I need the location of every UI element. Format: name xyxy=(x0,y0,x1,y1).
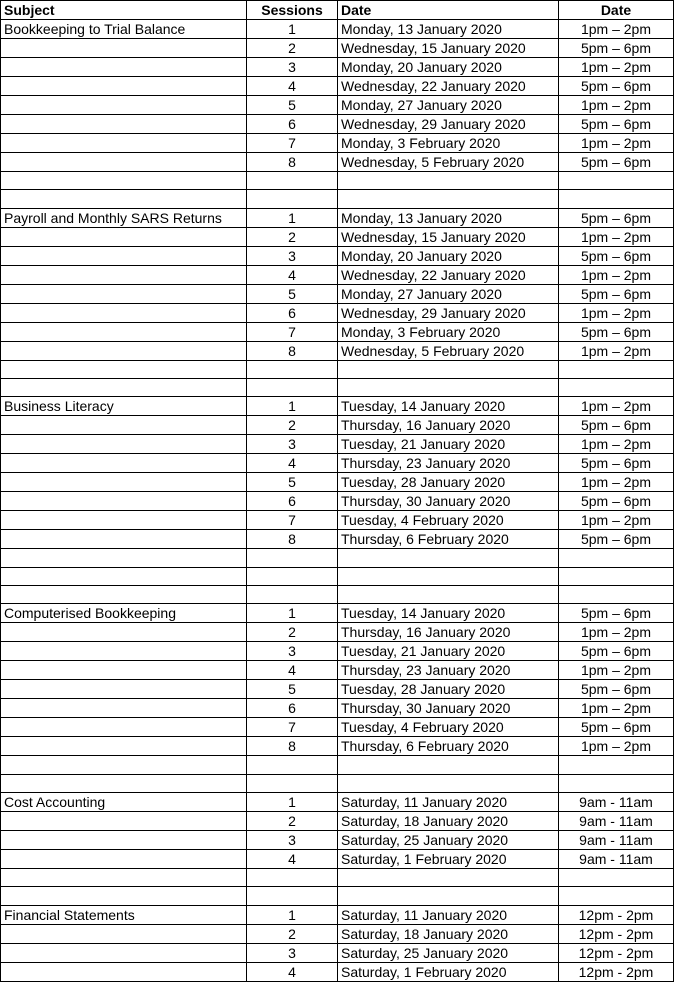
time-cell: 1pm – 2pm xyxy=(559,737,674,756)
date-cell: Tuesday, 28 January 2020 xyxy=(338,680,559,699)
session-cell: 2 xyxy=(247,924,338,943)
subject-cell xyxy=(1,473,247,492)
subject-cell: Business Literacy xyxy=(1,397,247,416)
time-cell xyxy=(559,586,674,604)
session-cell xyxy=(247,360,338,378)
subject-cell xyxy=(1,850,247,869)
table-row xyxy=(1,774,674,792)
table-row xyxy=(1,303,674,322)
date-cell: Saturday, 1 February 2020 xyxy=(338,850,559,869)
subject-cell xyxy=(1,265,247,284)
table-row xyxy=(1,680,674,699)
subject-cell xyxy=(1,812,247,831)
time-cell: 5pm – 6pm xyxy=(559,530,674,549)
subject-cell xyxy=(1,454,247,473)
table-row xyxy=(1,77,674,96)
table-row xyxy=(1,623,674,642)
date-cell: Tuesday, 14 January 2020 xyxy=(338,397,559,416)
table-row xyxy=(1,567,674,585)
subject-cell xyxy=(1,190,247,208)
subject-cell xyxy=(1,869,247,887)
session-cell xyxy=(247,172,338,190)
time-cell: 1pm – 2pm xyxy=(559,227,674,246)
time-cell: 1pm – 2pm xyxy=(559,435,674,454)
table-row xyxy=(1,284,674,303)
header-row xyxy=(1,1,674,20)
date-cell: Saturday, 25 January 2020 xyxy=(338,831,559,850)
subject-cell xyxy=(1,530,247,549)
subject-cell xyxy=(1,284,247,303)
session-cell: 2 xyxy=(247,39,338,58)
date-cell xyxy=(338,567,559,585)
date-cell: Monday, 3 February 2020 xyxy=(338,322,559,341)
table-row xyxy=(1,530,674,549)
time-cell: 5pm – 6pm xyxy=(559,416,674,435)
subject-cell xyxy=(1,623,247,642)
table-row xyxy=(1,153,674,172)
table-row xyxy=(1,379,674,397)
date-cell xyxy=(338,869,559,887)
session-cell: 5 xyxy=(247,96,338,115)
table-row xyxy=(1,134,674,153)
time-cell xyxy=(559,172,674,190)
time-cell: 5pm – 6pm xyxy=(559,604,674,623)
session-cell xyxy=(247,567,338,585)
subject-cell: Cost Accounting xyxy=(1,793,247,812)
session-cell: 2 xyxy=(247,227,338,246)
table-row xyxy=(1,172,674,190)
subject-cell xyxy=(1,567,247,585)
session-cell: 4 xyxy=(247,850,338,869)
time-cell: 5pm – 6pm xyxy=(559,454,674,473)
date-cell xyxy=(338,190,559,208)
session-cell: 1 xyxy=(247,793,338,812)
session-cell: 3 xyxy=(247,831,338,850)
date-cell: Monday, 20 January 2020 xyxy=(338,246,559,265)
subject-cell xyxy=(1,962,247,981)
time-cell: 5pm – 6pm xyxy=(559,322,674,341)
subject-cell xyxy=(1,96,247,115)
date-cell: Tuesday, 14 January 2020 xyxy=(338,604,559,623)
subject-cell xyxy=(1,360,247,378)
date-cell: Tuesday, 28 January 2020 xyxy=(338,473,559,492)
session-cell: 6 xyxy=(247,699,338,718)
time-cell: 9am - 11am xyxy=(559,793,674,812)
time-cell xyxy=(559,869,674,887)
table-row xyxy=(1,549,674,567)
time-cell: 1pm – 2pm xyxy=(559,623,674,642)
time-cell xyxy=(559,567,674,585)
header-time: Date xyxy=(559,1,674,20)
table-row xyxy=(1,642,674,661)
table-row xyxy=(1,511,674,530)
time-cell xyxy=(559,190,674,208)
session-cell: 1 xyxy=(247,397,338,416)
table-row xyxy=(1,265,674,284)
subject-cell xyxy=(1,227,247,246)
date-cell: Wednesday, 15 January 2020 xyxy=(338,227,559,246)
session-cell xyxy=(247,586,338,604)
session-cell: 2 xyxy=(247,623,338,642)
session-cell: 4 xyxy=(247,454,338,473)
time-cell: 5pm – 6pm xyxy=(559,115,674,134)
session-cell: 3 xyxy=(247,943,338,962)
date-cell: Wednesday, 29 January 2020 xyxy=(338,115,559,134)
date-cell: Saturday, 1 February 2020 xyxy=(338,962,559,981)
subject-cell xyxy=(1,416,247,435)
date-cell: Monday, 20 January 2020 xyxy=(338,58,559,77)
header-date: Date xyxy=(338,1,559,20)
time-cell: 5pm – 6pm xyxy=(559,77,674,96)
subject-cell xyxy=(1,172,247,190)
time-cell xyxy=(559,379,674,397)
table-row xyxy=(1,831,674,850)
table-row xyxy=(1,341,674,360)
table-row xyxy=(1,905,674,924)
header-subject: Subject xyxy=(1,1,247,20)
table-row xyxy=(1,492,674,511)
session-cell: 5 xyxy=(247,680,338,699)
subject-cell xyxy=(1,511,247,530)
time-cell: 5pm – 6pm xyxy=(559,284,674,303)
time-cell: 5pm – 6pm xyxy=(559,680,674,699)
session-cell: 7 xyxy=(247,322,338,341)
date-cell: Monday, 3 February 2020 xyxy=(338,134,559,153)
date-cell: Thursday, 30 January 2020 xyxy=(338,492,559,511)
subject-cell: Financial Statements xyxy=(1,905,247,924)
date-cell: Wednesday, 5 February 2020 xyxy=(338,153,559,172)
table-row xyxy=(1,416,674,435)
subject-cell xyxy=(1,134,247,153)
subject-cell xyxy=(1,39,247,58)
time-cell: 9am - 11am xyxy=(559,831,674,850)
subject-cell xyxy=(1,661,247,680)
session-cell: 4 xyxy=(247,265,338,284)
session-cell: 3 xyxy=(247,642,338,661)
session-cell: 4 xyxy=(247,661,338,680)
subject-cell xyxy=(1,322,247,341)
date-cell: Saturday, 11 January 2020 xyxy=(338,793,559,812)
subject-cell xyxy=(1,341,247,360)
time-cell: 5pm – 6pm xyxy=(559,718,674,737)
table-row xyxy=(1,360,674,378)
time-cell xyxy=(559,360,674,378)
date-cell: Wednesday, 15 January 2020 xyxy=(338,39,559,58)
date-cell xyxy=(338,887,559,905)
subject-cell xyxy=(1,699,247,718)
subject-cell: Computerised Bookkeeping xyxy=(1,604,247,623)
date-cell: Thursday, 6 February 2020 xyxy=(338,530,559,549)
session-cell: 5 xyxy=(247,284,338,303)
session-cell: 2 xyxy=(247,416,338,435)
subject-cell xyxy=(1,492,247,511)
table-row xyxy=(1,454,674,473)
date-cell xyxy=(338,549,559,567)
session-cell: 6 xyxy=(247,303,338,322)
session-cell: 3 xyxy=(247,435,338,454)
session-cell xyxy=(247,887,338,905)
date-cell: Tuesday, 21 January 2020 xyxy=(338,642,559,661)
date-cell: Thursday, 30 January 2020 xyxy=(338,699,559,718)
table-row xyxy=(1,473,674,492)
time-cell: 1pm – 2pm xyxy=(559,473,674,492)
subject-cell xyxy=(1,924,247,943)
time-cell xyxy=(559,549,674,567)
date-cell: Saturday, 25 January 2020 xyxy=(338,943,559,962)
subject-cell xyxy=(1,58,247,77)
date-cell: Wednesday, 22 January 2020 xyxy=(338,77,559,96)
subject-cell: Payroll and Monthly SARS Returns xyxy=(1,208,247,227)
session-cell: 8 xyxy=(247,153,338,172)
session-cell: 6 xyxy=(247,115,338,134)
subject-cell xyxy=(1,737,247,756)
date-cell: Wednesday, 29 January 2020 xyxy=(338,303,559,322)
date-cell: Monday, 27 January 2020 xyxy=(338,284,559,303)
session-cell: 8 xyxy=(247,530,338,549)
session-cell: 1 xyxy=(247,208,338,227)
subject-cell: Bookkeeping to Trial Balance xyxy=(1,20,247,39)
time-cell xyxy=(559,756,674,774)
session-cell: 6 xyxy=(247,492,338,511)
session-cell: 3 xyxy=(247,58,338,77)
table-row xyxy=(1,812,674,831)
date-cell: Saturday, 18 January 2020 xyxy=(338,924,559,943)
session-cell: 7 xyxy=(247,511,338,530)
time-cell: 12pm - 2pm xyxy=(559,943,674,962)
session-cell: 3 xyxy=(247,246,338,265)
subject-cell xyxy=(1,435,247,454)
time-cell: 5pm – 6pm xyxy=(559,246,674,265)
time-cell: 9am - 11am xyxy=(559,812,674,831)
date-cell: Wednesday, 22 January 2020 xyxy=(338,265,559,284)
subject-cell xyxy=(1,77,247,96)
time-cell: 12pm - 2pm xyxy=(559,962,674,981)
time-cell: 5pm – 6pm xyxy=(559,492,674,511)
date-cell xyxy=(338,774,559,792)
date-cell: Wednesday, 5 February 2020 xyxy=(338,341,559,360)
table-row xyxy=(1,869,674,887)
session-cell xyxy=(247,756,338,774)
date-cell: Tuesday, 4 February 2020 xyxy=(338,511,559,530)
table-row xyxy=(1,246,674,265)
time-cell: 1pm – 2pm xyxy=(559,96,674,115)
date-cell: Thursday, 6 February 2020 xyxy=(338,737,559,756)
time-cell: 1pm – 2pm xyxy=(559,20,674,39)
subject-cell xyxy=(1,246,247,265)
subject-cell xyxy=(1,756,247,774)
time-cell: 1pm – 2pm xyxy=(559,661,674,680)
date-cell: Thursday, 23 January 2020 xyxy=(338,661,559,680)
table-row xyxy=(1,850,674,869)
date-cell xyxy=(338,360,559,378)
subject-cell xyxy=(1,680,247,699)
time-cell: 12pm - 2pm xyxy=(559,905,674,924)
date-cell: Thursday, 23 January 2020 xyxy=(338,454,559,473)
time-cell: 5pm – 6pm xyxy=(559,39,674,58)
date-cell: Saturday, 18 January 2020 xyxy=(338,812,559,831)
subject-cell xyxy=(1,153,247,172)
session-cell xyxy=(247,549,338,567)
session-cell: 2 xyxy=(247,812,338,831)
date-cell xyxy=(338,172,559,190)
date-cell xyxy=(338,756,559,774)
session-cell: 1 xyxy=(247,604,338,623)
table-row xyxy=(1,756,674,774)
time-cell xyxy=(559,774,674,792)
table-row xyxy=(1,58,674,77)
time-cell: 1pm – 2pm xyxy=(559,134,674,153)
session-cell: 4 xyxy=(247,962,338,981)
date-cell: Saturday, 11 January 2020 xyxy=(338,905,559,924)
header-sessions: Sessions xyxy=(247,1,338,20)
time-cell xyxy=(559,887,674,905)
session-cell xyxy=(247,774,338,792)
table-row xyxy=(1,227,674,246)
date-cell: Thursday, 16 January 2020 xyxy=(338,623,559,642)
time-cell: 1pm – 2pm xyxy=(559,699,674,718)
subject-cell xyxy=(1,774,247,792)
subject-cell xyxy=(1,586,247,604)
date-cell xyxy=(338,586,559,604)
time-cell: 12pm - 2pm xyxy=(559,924,674,943)
session-cell: 7 xyxy=(247,134,338,153)
table-row xyxy=(1,435,674,454)
date-cell: Thursday, 16 January 2020 xyxy=(338,416,559,435)
time-cell: 1pm – 2pm xyxy=(559,341,674,360)
session-cell: 7 xyxy=(247,718,338,737)
table-row xyxy=(1,962,674,981)
session-cell xyxy=(247,869,338,887)
subject-cell xyxy=(1,115,247,134)
subject-cell xyxy=(1,943,247,962)
date-cell: Tuesday, 21 January 2020 xyxy=(338,435,559,454)
table-row xyxy=(1,39,674,58)
subject-cell xyxy=(1,379,247,397)
table-row xyxy=(1,208,674,227)
table-row xyxy=(1,20,674,39)
time-cell: 1pm – 2pm xyxy=(559,265,674,284)
session-cell: 5 xyxy=(247,473,338,492)
time-cell: 1pm – 2pm xyxy=(559,58,674,77)
session-cell xyxy=(247,190,338,208)
time-cell: 5pm – 6pm xyxy=(559,642,674,661)
table-row xyxy=(1,699,674,718)
session-cell: 8 xyxy=(247,737,338,756)
subject-cell xyxy=(1,303,247,322)
subject-cell xyxy=(1,887,247,905)
time-cell: 1pm – 2pm xyxy=(559,397,674,416)
time-cell: 1pm – 2pm xyxy=(559,511,674,530)
session-cell: 4 xyxy=(247,77,338,96)
subject-cell xyxy=(1,642,247,661)
date-cell xyxy=(338,379,559,397)
date-cell: Monday, 13 January 2020 xyxy=(338,20,559,39)
time-cell: 9am - 11am xyxy=(559,850,674,869)
table-row xyxy=(1,115,674,134)
table-row xyxy=(1,718,674,737)
date-cell: Monday, 27 January 2020 xyxy=(338,96,559,115)
time-cell: 5pm – 6pm xyxy=(559,153,674,172)
table-row xyxy=(1,397,674,416)
table-row xyxy=(1,737,674,756)
table-row xyxy=(1,604,674,623)
table-row xyxy=(1,586,674,604)
date-cell: Tuesday, 4 February 2020 xyxy=(338,718,559,737)
table-row xyxy=(1,96,674,115)
subject-cell xyxy=(1,549,247,567)
table-row xyxy=(1,793,674,812)
session-cell: 1 xyxy=(247,20,338,39)
time-cell: 5pm – 6pm xyxy=(559,208,674,227)
session-cell: 8 xyxy=(247,341,338,360)
date-cell: Monday, 13 January 2020 xyxy=(338,208,559,227)
subject-cell xyxy=(1,718,247,737)
session-cell xyxy=(247,379,338,397)
table-row xyxy=(1,943,674,962)
time-cell: 1pm – 2pm xyxy=(559,303,674,322)
table-row xyxy=(1,190,674,208)
table-row xyxy=(1,322,674,341)
table-row xyxy=(1,924,674,943)
table-row xyxy=(1,661,674,680)
session-cell: 1 xyxy=(247,905,338,924)
table-row xyxy=(1,887,674,905)
subject-cell xyxy=(1,831,247,850)
